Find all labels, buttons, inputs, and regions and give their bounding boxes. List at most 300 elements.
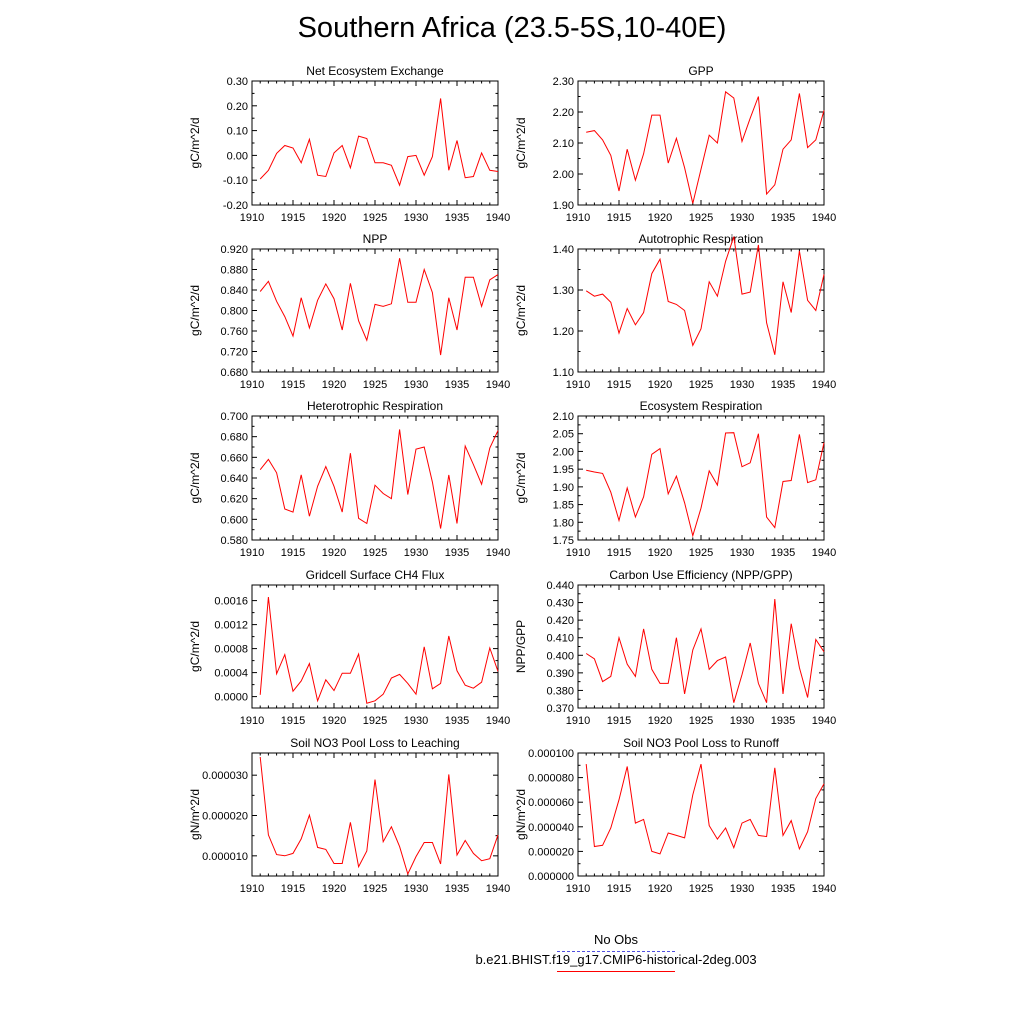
data-point <box>283 854 286 857</box>
y-tick-label: 0.920 <box>220 244 248 256</box>
y-axis-label: NPP/GPP <box>514 619 528 674</box>
data-point <box>333 297 336 300</box>
data-point <box>675 636 678 639</box>
data-point <box>275 300 278 303</box>
data-point <box>349 452 352 455</box>
data-point <box>585 763 588 766</box>
panel-title: Ecosystem Respiration <box>639 399 763 413</box>
y-tick-label: 1.85 <box>552 499 574 512</box>
legend-model-label: b.e21.BHIST.f19_g17.CMIP6-historical-2deg.003 <box>475 952 757 967</box>
data-point <box>790 311 793 314</box>
x-tick-label: 1920 <box>647 379 673 391</box>
data-point <box>659 447 662 450</box>
data-point <box>716 295 719 298</box>
series-line <box>586 764 824 854</box>
x-tick-label: 1930 <box>729 212 755 224</box>
plot-frame <box>578 416 824 540</box>
data-point <box>782 692 785 695</box>
data-point <box>406 301 409 304</box>
series-line <box>586 599 824 703</box>
y-tick-label: 1.20 <box>552 326 574 338</box>
x-tick-label: 1925 <box>362 883 388 895</box>
panel-title: Heterotrophic Respiration <box>306 399 444 413</box>
data-point <box>349 166 352 169</box>
data-point <box>464 684 467 687</box>
data-point <box>601 138 604 141</box>
data-point <box>609 154 612 157</box>
plot-frame <box>578 81 824 205</box>
y-tick-label: 0.10 <box>226 125 248 138</box>
data-point <box>691 649 694 652</box>
data-point <box>806 146 809 149</box>
y-tick-label: 0.0008 <box>214 643 248 656</box>
data-point <box>423 841 426 844</box>
data-point <box>765 193 768 196</box>
data-point <box>283 144 286 147</box>
data-point <box>259 756 262 759</box>
series-line <box>260 597 498 703</box>
y-tick-label: 0.20 <box>226 100 248 113</box>
y-tick-label: 0.000030 <box>202 770 248 783</box>
data-point <box>464 176 467 179</box>
x-tick-label: 1930 <box>729 715 755 727</box>
data-point <box>431 687 434 690</box>
data-point <box>308 515 311 518</box>
data-point <box>324 678 327 681</box>
y-tick-label: 0.620 <box>220 493 248 506</box>
legend-obs-line <box>557 951 675 952</box>
data-point <box>790 819 793 822</box>
data-point <box>472 175 475 178</box>
data-point <box>814 638 817 641</box>
y-tick-label: 0.000020 <box>528 846 574 859</box>
data-point <box>283 653 286 656</box>
y-tick-label: 0.440 <box>546 580 574 592</box>
x-tick-label: 1925 <box>688 212 714 224</box>
data-point <box>308 814 311 817</box>
y-tick-label: 0.000040 <box>528 821 574 834</box>
y-tick-label: 1.80 <box>552 517 574 530</box>
x-tick-label: 1935 <box>444 715 470 727</box>
data-point <box>798 433 801 436</box>
data-point <box>650 668 653 671</box>
data-point <box>472 687 475 690</box>
panel-10 <box>514 736 836 895</box>
data-point <box>365 339 368 342</box>
series-line <box>586 433 824 536</box>
y-tick-label: 2.00 <box>552 169 574 181</box>
y-tick-label: 2.10 <box>552 138 574 150</box>
data-point <box>700 327 703 330</box>
y-tick-label: 0.720 <box>220 346 248 359</box>
y-tick-label: 0.680 <box>220 367 248 379</box>
x-tick-label: 1935 <box>770 212 796 224</box>
data-point <box>626 765 629 768</box>
y-tick-label: 0.840 <box>220 285 248 297</box>
data-point <box>333 862 336 865</box>
data-point <box>497 429 500 432</box>
data-point <box>300 680 303 683</box>
data-point <box>259 468 262 471</box>
data-point <box>349 282 352 285</box>
data-point <box>447 169 450 172</box>
data-point <box>650 850 653 853</box>
panel-3 <box>188 232 510 391</box>
y-tick-label: 0.760 <box>220 326 248 338</box>
data-point <box>497 670 500 673</box>
x-tick-label: 1910 <box>239 379 265 391</box>
data-point <box>626 663 629 666</box>
x-tick-label: 1920 <box>321 212 347 224</box>
data-point <box>324 848 327 851</box>
y-tick-label: 0.580 <box>220 535 248 547</box>
y-axis-label: gN/m^2/d <box>188 789 202 840</box>
data-point <box>634 516 637 519</box>
data-point <box>439 862 442 865</box>
data-point <box>814 797 817 800</box>
data-point <box>618 798 621 801</box>
x-tick-label: 1930 <box>403 883 429 895</box>
data-point <box>349 821 352 824</box>
y-tick-label: 0.00 <box>226 150 248 163</box>
panel-5 <box>188 399 510 559</box>
data-point <box>683 309 686 312</box>
data-point <box>382 492 385 495</box>
data-point <box>700 168 703 171</box>
y-tick-label: -0.10 <box>222 175 248 188</box>
data-point <box>642 311 645 314</box>
y-axis-label: gC/m^2/d <box>514 452 528 504</box>
data-point <box>765 321 768 324</box>
x-tick-label: 1930 <box>403 379 429 391</box>
panel-title: Autotrophic Respiration <box>638 232 764 246</box>
data-point <box>765 516 768 519</box>
series-line <box>260 98 498 185</box>
x-tick-label: 1925 <box>688 547 714 559</box>
data-point <box>439 682 442 685</box>
data-point <box>456 139 459 142</box>
plot-frame <box>252 81 498 205</box>
x-tick-label: 1925 <box>362 379 388 391</box>
data-point <box>806 299 809 302</box>
data-point <box>488 169 491 172</box>
data-point <box>659 682 662 685</box>
data-point <box>431 481 434 484</box>
data-point <box>609 827 612 830</box>
y-tick-label: 0.700 <box>220 411 248 423</box>
data-point <box>308 326 311 329</box>
y-tick-label: 0.400 <box>546 650 574 663</box>
x-tick-label: 1910 <box>239 547 265 559</box>
data-point <box>423 645 426 648</box>
y-tick-label: 1.30 <box>552 285 574 297</box>
panel-4 <box>514 232 836 391</box>
x-tick-label: 1940 <box>485 715 511 727</box>
x-tick-label: 1940 <box>485 883 511 895</box>
data-point <box>798 847 801 850</box>
data-point <box>585 469 588 472</box>
data-point <box>390 825 393 828</box>
data-point <box>316 846 319 849</box>
data-point <box>667 832 670 835</box>
data-point <box>716 484 719 487</box>
x-tick-label: 1910 <box>239 212 265 224</box>
x-tick-label: 1920 <box>647 547 673 559</box>
data-point <box>267 458 270 461</box>
data-point <box>773 526 776 529</box>
x-tick-label: 1935 <box>444 547 470 559</box>
data-point <box>798 666 801 669</box>
data-point <box>724 656 727 659</box>
data-point <box>415 855 418 858</box>
y-tick-label: 1.10 <box>552 367 574 379</box>
x-tick-label: 1910 <box>565 379 591 391</box>
data-point <box>275 471 278 474</box>
data-point <box>283 508 286 511</box>
series-line <box>260 757 498 874</box>
data-point <box>741 822 744 825</box>
data-point <box>814 138 817 141</box>
data-point <box>683 501 686 504</box>
data-point <box>626 307 629 310</box>
data-point <box>341 329 344 332</box>
data-point <box>382 161 385 164</box>
y-tick-label: 2.05 <box>552 428 574 441</box>
x-tick-label: 1935 <box>770 883 796 895</box>
data-point <box>667 300 670 303</box>
data-point <box>447 473 450 476</box>
x-tick-label: 1940 <box>485 547 511 559</box>
data-point <box>472 463 475 466</box>
data-point <box>667 682 670 685</box>
data-point <box>333 689 336 692</box>
data-point <box>650 272 653 275</box>
data-point <box>667 162 670 165</box>
data-point <box>472 852 475 855</box>
x-tick-label: 1930 <box>403 715 429 727</box>
data-point <box>398 845 401 848</box>
y-axis-label: gC/m^2/d <box>514 117 528 169</box>
data-point <box>618 636 621 639</box>
data-point <box>691 344 694 347</box>
y-tick-label: 0.380 <box>546 685 574 698</box>
x-tick-label: 1915 <box>606 379 632 391</box>
data-point <box>675 834 678 837</box>
x-tick-label: 1925 <box>362 547 388 559</box>
data-point <box>316 299 319 302</box>
y-tick-label: 0.370 <box>546 703 574 715</box>
y-tick-label: 2.30 <box>552 76 574 88</box>
x-tick-label: 1915 <box>280 547 306 559</box>
data-point <box>675 137 678 140</box>
data-point <box>642 627 645 630</box>
data-point <box>398 257 401 260</box>
data-point <box>765 701 768 704</box>
data-point <box>724 827 727 830</box>
plot-frame <box>578 249 824 372</box>
data-point <box>749 642 752 645</box>
data-point <box>374 778 377 781</box>
data-point <box>423 446 426 449</box>
data-point <box>390 677 393 680</box>
data-point <box>724 432 727 435</box>
data-point <box>741 140 744 143</box>
y-tick-label: 0.0012 <box>214 619 248 632</box>
data-point <box>480 305 483 308</box>
y-axis-label: gC/m^2/d <box>188 285 202 336</box>
panel-2 <box>514 64 836 224</box>
data-point <box>415 154 418 157</box>
y-tick-label: 1.40 <box>552 244 574 256</box>
plot-frame <box>252 585 498 708</box>
x-tick-label: 1910 <box>565 547 591 559</box>
data-point <box>814 478 817 481</box>
data-point <box>488 857 491 860</box>
series-line <box>586 92 824 204</box>
data-point <box>650 114 653 117</box>
data-point <box>406 873 409 876</box>
x-tick-label: 1915 <box>606 715 632 727</box>
data-point <box>708 469 711 472</box>
x-tick-label: 1935 <box>444 212 470 224</box>
x-tick-label: 1930 <box>403 212 429 224</box>
data-point <box>757 834 760 837</box>
data-point <box>593 657 596 660</box>
data-point <box>341 144 344 147</box>
data-point <box>634 179 637 182</box>
data-point <box>683 166 686 169</box>
data-point <box>374 303 377 306</box>
y-tick-label: 0.680 <box>220 431 248 444</box>
y-axis-label: gC/m^2/d <box>188 117 202 169</box>
y-tick-label: 1.75 <box>552 535 574 547</box>
x-tick-label: 1940 <box>811 379 837 391</box>
x-tick-label: 1940 <box>811 212 837 224</box>
data-point <box>724 260 727 263</box>
data-point <box>300 296 303 299</box>
data-point <box>650 453 653 456</box>
y-tick-label: -0.20 <box>222 200 248 212</box>
legend <box>430 932 802 972</box>
data-point <box>765 835 768 838</box>
data-point <box>365 850 368 853</box>
x-tick-label: 1925 <box>688 379 714 391</box>
data-point <box>488 647 491 650</box>
data-point <box>431 155 434 158</box>
data-point <box>300 161 303 164</box>
data-point <box>275 853 278 856</box>
data-point <box>708 668 711 671</box>
data-point <box>292 335 295 338</box>
data-point <box>406 493 409 496</box>
y-tick-label: 0.000080 <box>528 772 574 785</box>
x-tick-label: 1915 <box>280 212 306 224</box>
data-point <box>708 280 711 283</box>
data-point <box>593 845 596 848</box>
data-point <box>365 522 368 525</box>
x-tick-label: 1925 <box>362 715 388 727</box>
panel-6 <box>514 399 836 559</box>
x-tick-label: 1915 <box>606 547 632 559</box>
y-tick-label: 0.000020 <box>202 810 248 823</box>
x-tick-label: 1910 <box>239 883 265 895</box>
data-point <box>700 507 703 510</box>
y-tick-label: 2.00 <box>552 446 574 459</box>
data-point <box>497 833 500 836</box>
data-point <box>691 793 694 796</box>
data-point <box>741 673 744 676</box>
data-point <box>659 852 662 855</box>
data-point <box>480 859 483 862</box>
y-tick-label: 0.30 <box>226 76 248 88</box>
x-tick-label: 1925 <box>688 883 714 895</box>
data-point <box>757 682 760 685</box>
x-tick-label: 1935 <box>770 715 796 727</box>
data-point <box>390 497 393 500</box>
data-point <box>716 659 719 662</box>
data-point <box>333 151 336 154</box>
data-point <box>423 268 426 271</box>
x-tick-label: 1940 <box>485 212 511 224</box>
x-tick-label: 1915 <box>606 212 632 224</box>
data-point <box>593 471 596 474</box>
y-tick-label: 0.390 <box>546 667 574 680</box>
data-point <box>349 672 352 675</box>
data-point <box>382 693 385 696</box>
data-point <box>267 169 270 172</box>
data-point <box>316 174 319 177</box>
data-point <box>431 841 434 844</box>
plot-frame <box>252 249 498 372</box>
data-point <box>415 301 418 304</box>
data-point <box>790 622 793 625</box>
data-point <box>659 114 662 117</box>
series-line <box>260 258 498 355</box>
data-point <box>324 175 327 178</box>
data-point <box>357 517 360 520</box>
data-point <box>823 441 826 444</box>
data-point <box>456 522 459 525</box>
data-point <box>732 701 735 704</box>
data-point <box>823 109 826 112</box>
y-axis-label: gC/m^2/d <box>514 285 528 336</box>
data-point <box>634 323 637 326</box>
data-point <box>357 653 360 656</box>
plot-frame <box>252 416 498 540</box>
data-point <box>324 282 327 285</box>
data-point <box>618 519 621 522</box>
panel-title: Soil NO3 Pool Loss to Runoff <box>623 736 779 750</box>
panel-7 <box>188 568 510 727</box>
y-tick-label: 0.420 <box>546 615 574 628</box>
y-tick-label: 1.95 <box>552 464 574 477</box>
data-point <box>823 650 826 653</box>
panel-title: Gridcell Surface CH4 Flux <box>305 568 445 582</box>
data-point <box>601 844 604 847</box>
data-point <box>292 852 295 855</box>
data-point <box>773 766 776 769</box>
data-point <box>480 151 483 154</box>
data-point <box>447 296 450 299</box>
data-point <box>406 155 409 158</box>
x-tick-label: 1940 <box>811 547 837 559</box>
x-tick-label: 1935 <box>444 379 470 391</box>
data-point <box>488 447 491 450</box>
data-point <box>398 673 401 676</box>
y-tick-label: 0.430 <box>546 597 574 610</box>
data-point <box>708 824 711 827</box>
data-point <box>259 178 262 181</box>
